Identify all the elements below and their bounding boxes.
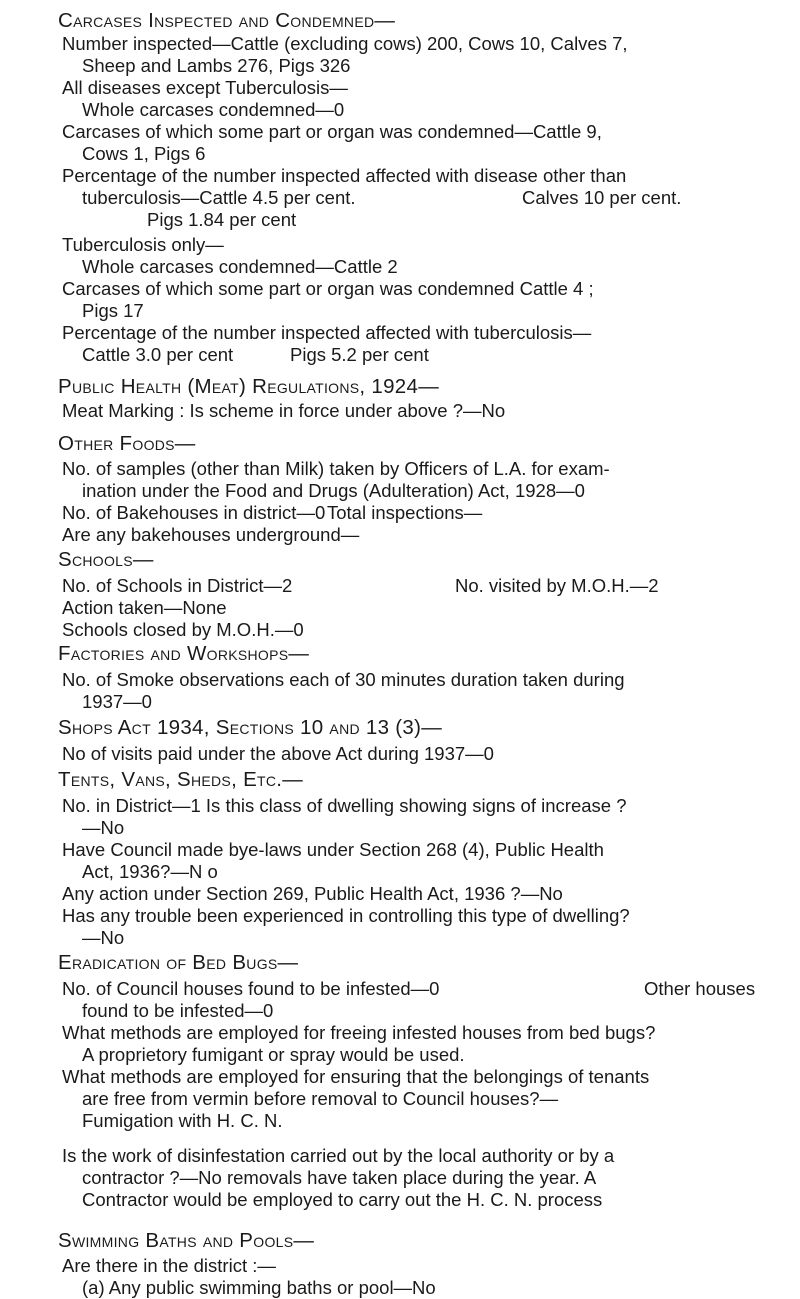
text-line: Are any bakehouses underground— bbox=[62, 524, 360, 545]
text-line: are free from vermin before removal to Council houses?— bbox=[82, 1088, 559, 1109]
text-line: —No bbox=[82, 817, 125, 838]
section-heading-shops: Shops Act 1934, Sections 10 and 13 (3)— bbox=[58, 716, 443, 739]
section-heading-bedbugs: Eradication of Bed Bugs— bbox=[58, 951, 299, 974]
text-line: Other houses bbox=[644, 978, 756, 999]
text-line: Percentage of the number inspected affected with disease other than bbox=[62, 165, 627, 186]
text-line: Calves 10 per cent. bbox=[522, 187, 682, 208]
text-line: Act, 1936?—N o bbox=[82, 861, 218, 882]
text-line: tuberculosis—Cattle 4.5 per cent. bbox=[82, 187, 356, 208]
text-line: Whole carcases condemned—Cattle 2 bbox=[82, 256, 398, 277]
text-line: Total inspections— bbox=[327, 502, 483, 523]
text-line: Whole carcases condemned—0 bbox=[82, 99, 345, 120]
text-line: No of visits paid under the above Act during 1937—0 bbox=[62, 743, 494, 764]
text-line: No. in District—1 Is this class of dwelling showing signs of increase ? bbox=[62, 795, 627, 816]
text-line: Pigs 17 bbox=[82, 300, 144, 321]
text-line: (a) Any public swimming baths or pool—No bbox=[82, 1277, 436, 1298]
section-heading-carcases: Carcases Inspected and Condemned— bbox=[58, 9, 396, 32]
text-line: Fumigation with H. C. N. bbox=[82, 1110, 283, 1131]
text-line: Are there in the district :— bbox=[62, 1255, 276, 1276]
text-line: Sheep and Lambs 276, Pigs 326 bbox=[82, 55, 351, 76]
text-line: Tuberculosis only— bbox=[62, 234, 224, 255]
text-line: Has any trouble been experienced in controlling this type of dwelling? bbox=[62, 905, 630, 926]
text-line: Meat Marking : Is scheme in force under above ?—No bbox=[62, 400, 506, 421]
text-line: Action taken—None bbox=[62, 597, 227, 618]
text-line: found to be infested—0 bbox=[82, 1000, 274, 1021]
text-line: Cows 1, Pigs 6 bbox=[82, 143, 206, 164]
text-line: No. of Schools in District—2 bbox=[62, 575, 293, 596]
text-line: Have Council made bye-laws under Section 268 (4), Public Health bbox=[62, 839, 604, 860]
text-line: A proprietory fumigant or spray would be used. bbox=[82, 1044, 465, 1065]
text-line: ination under the Food and Drugs (Adulteration) Act, 1928—0 bbox=[82, 480, 585, 501]
text-line: All diseases except Tuberculosis— bbox=[62, 77, 348, 98]
text-line: No. of Council houses found to be infested—0 bbox=[62, 978, 440, 999]
text-line: Any action under Section 269, Public Health Act, 1936 ?—No bbox=[62, 883, 563, 904]
section-heading-foods: Other Foods— bbox=[58, 432, 196, 455]
text-line: No. of samples (other than Milk) taken by Officers of L.A. for exam- bbox=[62, 458, 610, 479]
text-line: Percentage of the number inspected affected with tuberculosis— bbox=[62, 322, 592, 343]
section-heading-schools: Schools— bbox=[58, 548, 154, 571]
text-line: What methods are employed for freeing infested houses from bed bugs? bbox=[62, 1022, 656, 1043]
section-heading-meat: Public Health (Meat) Regulations, 1924— bbox=[58, 375, 440, 398]
text-line: No. visited by M.O.H.—2 bbox=[455, 575, 659, 596]
section-heading-baths: Swimming Baths and Pools— bbox=[58, 1229, 315, 1252]
text-line: Is the work of disinfestation carried out by the local authority or by a bbox=[62, 1145, 615, 1166]
text-line: Carcases of which some part or organ was condemned—Cattle 9, bbox=[62, 121, 602, 142]
text-line: contractor ?—No removals have taken place during the year. A bbox=[82, 1167, 597, 1188]
text-line: No. of Bakehouses in district—0 bbox=[62, 502, 326, 523]
text-line: Pigs 1.84 per cent bbox=[147, 209, 297, 230]
text-line: —No bbox=[82, 927, 125, 948]
section-heading-tents: Tents, Vans, Sheds, Etc.— bbox=[58, 768, 304, 791]
text-line: Cattle 3.0 per cent bbox=[82, 344, 234, 365]
text-line: No. of Smoke observations each of 30 minutes duration taken during bbox=[62, 669, 625, 690]
section-heading-factories: Factories and Workshops— bbox=[58, 642, 310, 665]
text-line: Pigs 5.2 per cent bbox=[290, 344, 429, 365]
text-line: Number inspected—Cattle (excluding cows) 200, Cows 10, Calves 7, bbox=[62, 33, 628, 54]
text-line: Carcases of which some part or organ was condemned Cattle 4 ; bbox=[62, 278, 594, 299]
text-line: Contractor would be employed to carry out the H. C. N. process bbox=[82, 1189, 603, 1210]
text-line: 1937—0 bbox=[82, 691, 152, 712]
text-line: Schools closed by M.O.H.—0 bbox=[62, 619, 304, 640]
text-line: What methods are employed for ensuring that the belongings of tenants bbox=[62, 1066, 650, 1087]
